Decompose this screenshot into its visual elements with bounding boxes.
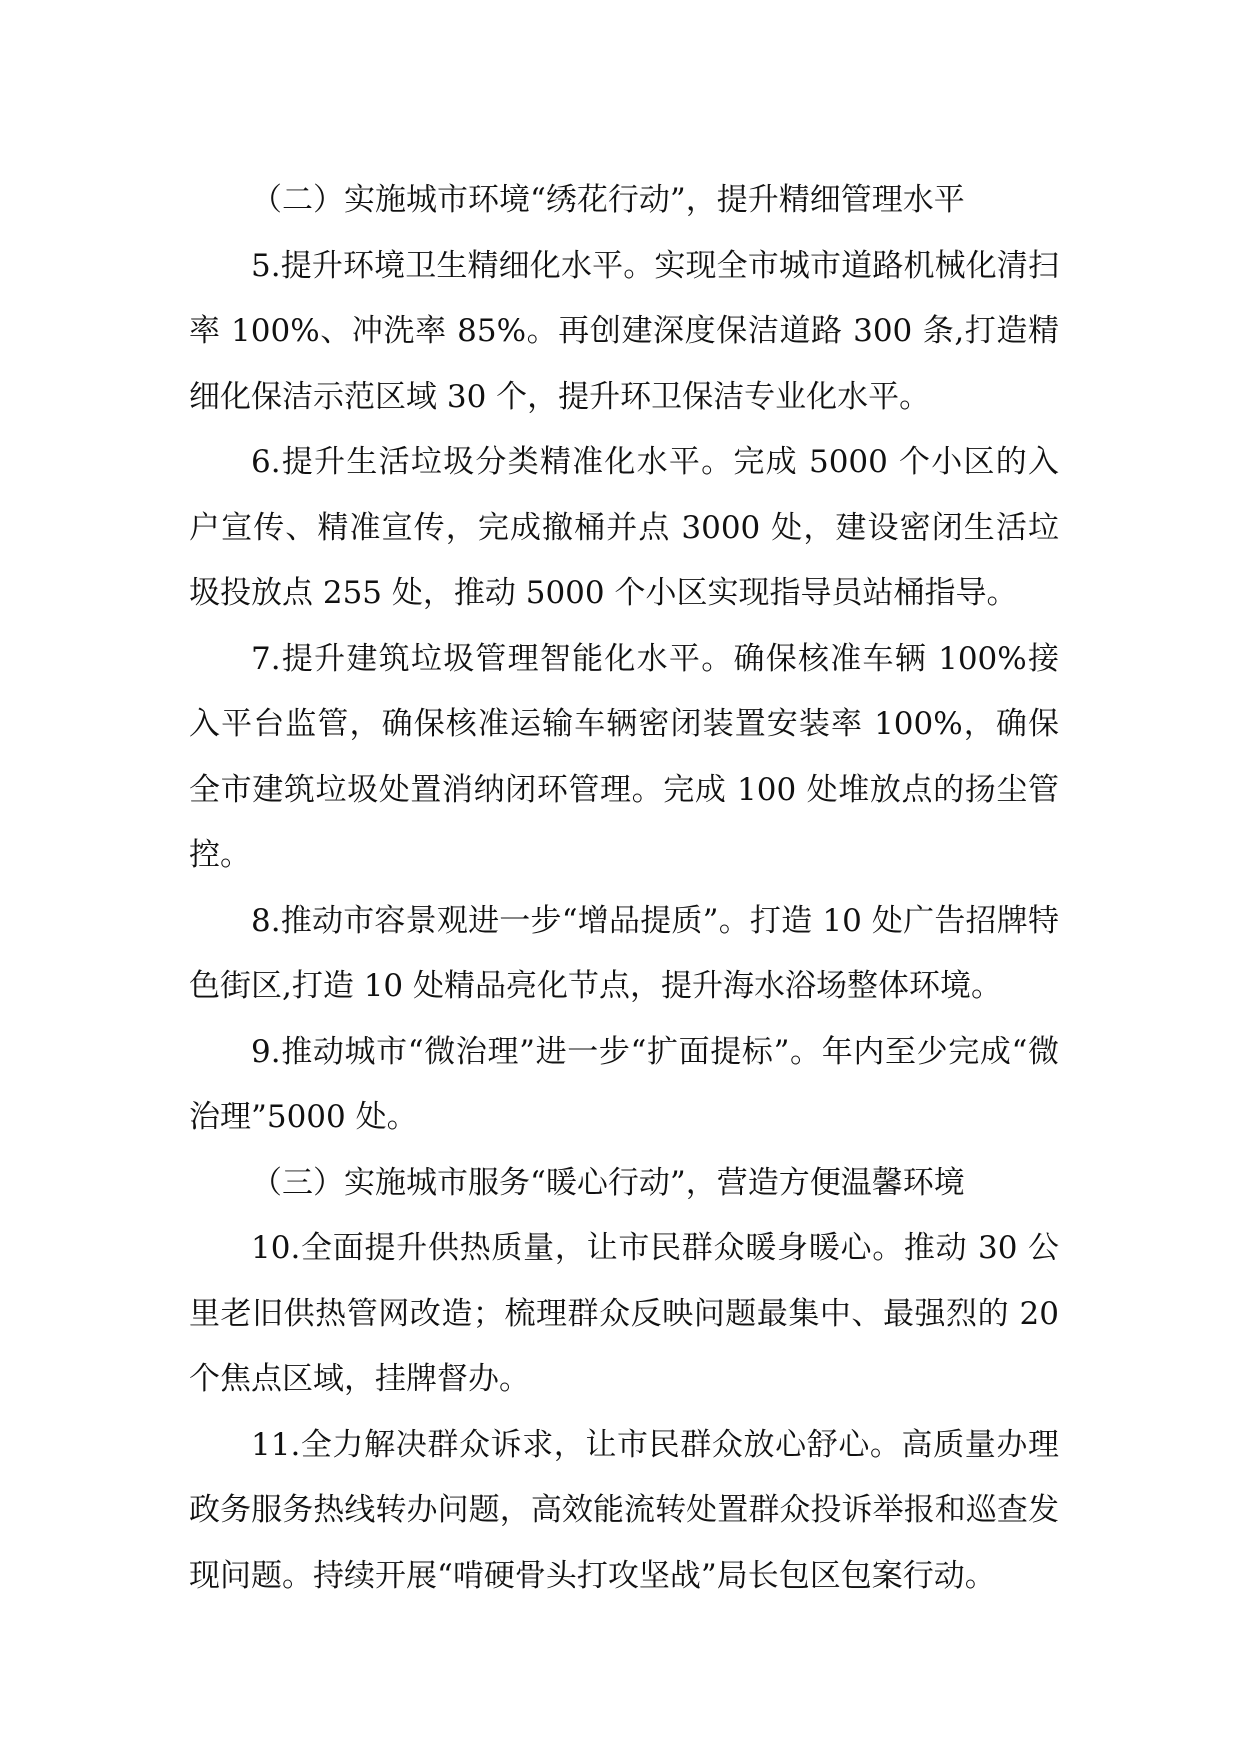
paragraph-item-10: 10.全面提升供热质量，让市民群众暖身暖心。推动 30 公里老旧供热管网改造；梳理群众反映问题最集中、最强烈的 20 个焦点区域，挂牌督办。 — [189, 1230, 1059, 1397]
document-body — [189, 168, 1059, 1609]
section-heading-3: （三）实施城市服务“暖心行动”，营造方便温馨环境 — [251, 1164, 965, 1201]
paragraph-item-11: 11.全力解决群众诉求，让市民群众放心舒心。高质量办理政务服务热线转办问题，高效能流转处置群众投诉举报和巡查发现问题。持续开展“啃硬骨头打攻坚战”局长包区包案行动。 — [189, 1426, 1059, 1594]
section-heading-2: （二）实施城市环境“绣花行动”，提升精细管理水平 — [251, 182, 965, 218]
paragraph-item-5: 5.提升环境卫生精细化水平。实现全市城市道路机械化清扫率 100%、冲洗率 85%。再创建深度保洁道路 300 条,打造精细化保洁示范区域 30 个，提升环卫保洁专业化水平。 — [189, 247, 1059, 415]
paragraph-item-8: 8.推动市容景观进一步“增品提质”。打造 10 处广告招牌特色街区,打造 10 处精品亮化节点，提升海水浴场整体环境。 — [189, 902, 1059, 1004]
paragraph-item-7: 7.提升建筑垃圾管理智能化水平。确保核准车辆 100%接入平台监管，确保核准运输车辆密闭装置安装率 100%，确保全市建筑垃圾处置消纳闭环管理。完成 100 处堆放点的扬尘管控。 — [189, 640, 1059, 873]
paragraph-item-9: 9.推动城市“微治理”进一步“扩面提标”。年内至少完成“微治理”5000 处。 — [189, 1033, 1059, 1135]
paragraph-item-6: 6.提升生活垃圾分类精准化水平。完成 5000 个小区的入户宣传、精准宣传，完成撤桶并点 3000 处，建设密闭生活垃圾投放点 255 处，推动 5000 个小区实现指导员站桶指导。 — [189, 444, 1059, 611]
